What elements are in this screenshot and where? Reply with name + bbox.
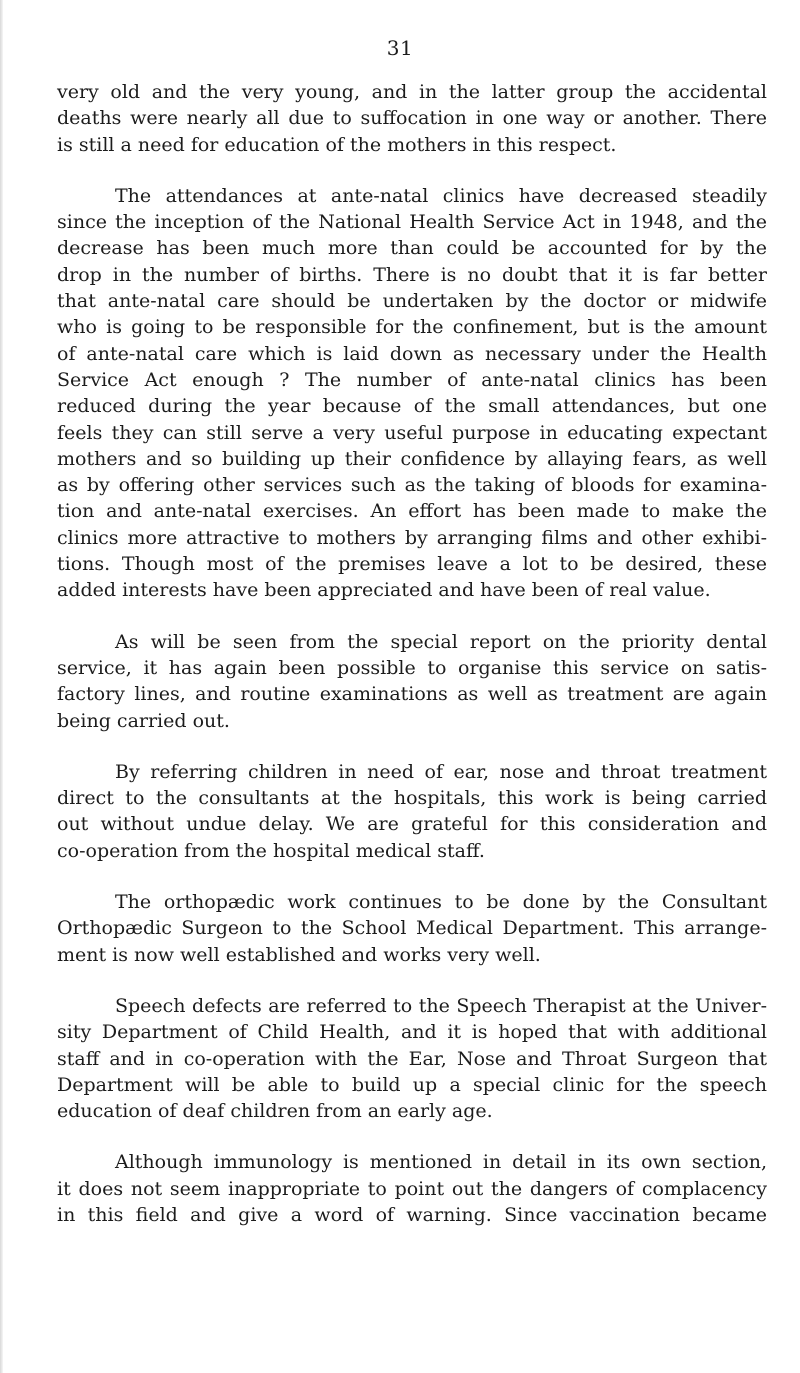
text-line: mothers and so building up their confidence by allaying fears, as well	[57, 447, 767, 470]
body-text	[57, 79, 767, 1253]
text-line: decrease has been much more than could be accounted for by the	[57, 237, 767, 260]
text-line: The attendances at ante-natal clinics have decreased steadily	[115, 184, 767, 207]
text-line: ment is now well established and works very well.	[57, 943, 541, 966]
text-line: of ante-natal care which is laid down as necessary under the Health	[57, 342, 767, 365]
text-line: drop in the number of births. There is no doubt that it is far better	[57, 263, 767, 286]
text-line: Speech defects are referred to the Speech Therapist at the Univer-	[115, 994, 767, 1017]
text-line: education of deaf children from an early age.	[57, 1100, 493, 1123]
text-line: deaths were nearly all due to suffocation in one way or another. There	[57, 107, 767, 130]
text-line: added interests have been appreciated and have been of real value.	[57, 579, 711, 602]
text-line: As will be seen from the special report on the priority dental	[115, 630, 767, 653]
page-edge-shadow	[0, 0, 3, 1373]
text-line: it does not seem inappropriate to point out the dangers of complacency	[57, 1177, 767, 1200]
text-line: tions. Though most of the premises leave a lot to be desired, these	[57, 553, 767, 576]
page-number: 31	[386, 36, 414, 60]
text-line: sity Department of Child Health, and it is hoped that with additional	[57, 1021, 767, 1044]
paragraph-infant-deaths	[57, 79, 767, 158]
text-line: service, it has again been possible to organise this service on satis-	[57, 656, 767, 679]
text-line: co-operation from the hospital medical staff.	[57, 839, 485, 862]
paragraph-orthopaedic	[57, 889, 767, 968]
paragraph-ent-treatment	[57, 759, 767, 864]
text-line: direct to the consultants at the hospitals, this work is being carried	[57, 787, 767, 810]
text-line: tion and ante-natal exercises. An effort has been made to make the	[57, 500, 767, 523]
text-line: staff and in co-operation with the Ear, Nose and Throat Surgeon that	[57, 1047, 767, 1070]
text-line: being carried out.	[57, 709, 230, 732]
text-line: out without undue delay. We are grateful for this consideration and	[57, 813, 767, 836]
text-line: Although immunology is mentioned in detail in its own section,	[115, 1151, 767, 1174]
text-line: Orthopædic Surgeon to the School Medical Department. This arrange-	[57, 917, 767, 940]
text-line: Service Act enough ? The number of ante-natal clinics has been	[57, 368, 767, 391]
paragraph-ante-natal-clinics	[57, 183, 767, 604]
text-line: feels they can still serve a very useful purpose in educating expectant	[57, 421, 767, 444]
text-line: as by offering other services such as the taking of bloods for examina-	[57, 474, 767, 497]
text-line: since the inception of the National Health Service Act in 1948, and the	[57, 211, 767, 234]
text-line: who is going to be responsible for the confinement, but is the amount	[57, 316, 767, 339]
text-line: By referring children in need of ear, nose and throat treatment	[115, 760, 767, 783]
text-line: reduced during the year because of the small attendances, but one	[57, 395, 767, 418]
paragraph-speech-defects	[57, 993, 767, 1124]
text-line: very old and the very young, and in the latter group the accidental	[57, 81, 767, 103]
text-line: factory lines, and routine examinations as well as treatment are again	[57, 683, 767, 706]
text-line: that ante-natal care should be undertaken by the doctor or midwife	[57, 290, 767, 313]
text-line: in this field and give a word of warning. Since vaccination became	[57, 1203, 767, 1226]
text-line: Department will be able to build up a special clinic for the speech	[57, 1073, 767, 1096]
text-line: is still a need for education of the mothers in this respect.	[57, 133, 617, 156]
paragraph-immunology	[57, 1149, 767, 1228]
text-line: clinics more attractive to mothers by arranging films and other exhibi-	[57, 526, 767, 549]
text-line: The orthopædic work continues to be done by the Consultant	[115, 891, 767, 914]
paragraph-dental-service	[57, 629, 767, 734]
